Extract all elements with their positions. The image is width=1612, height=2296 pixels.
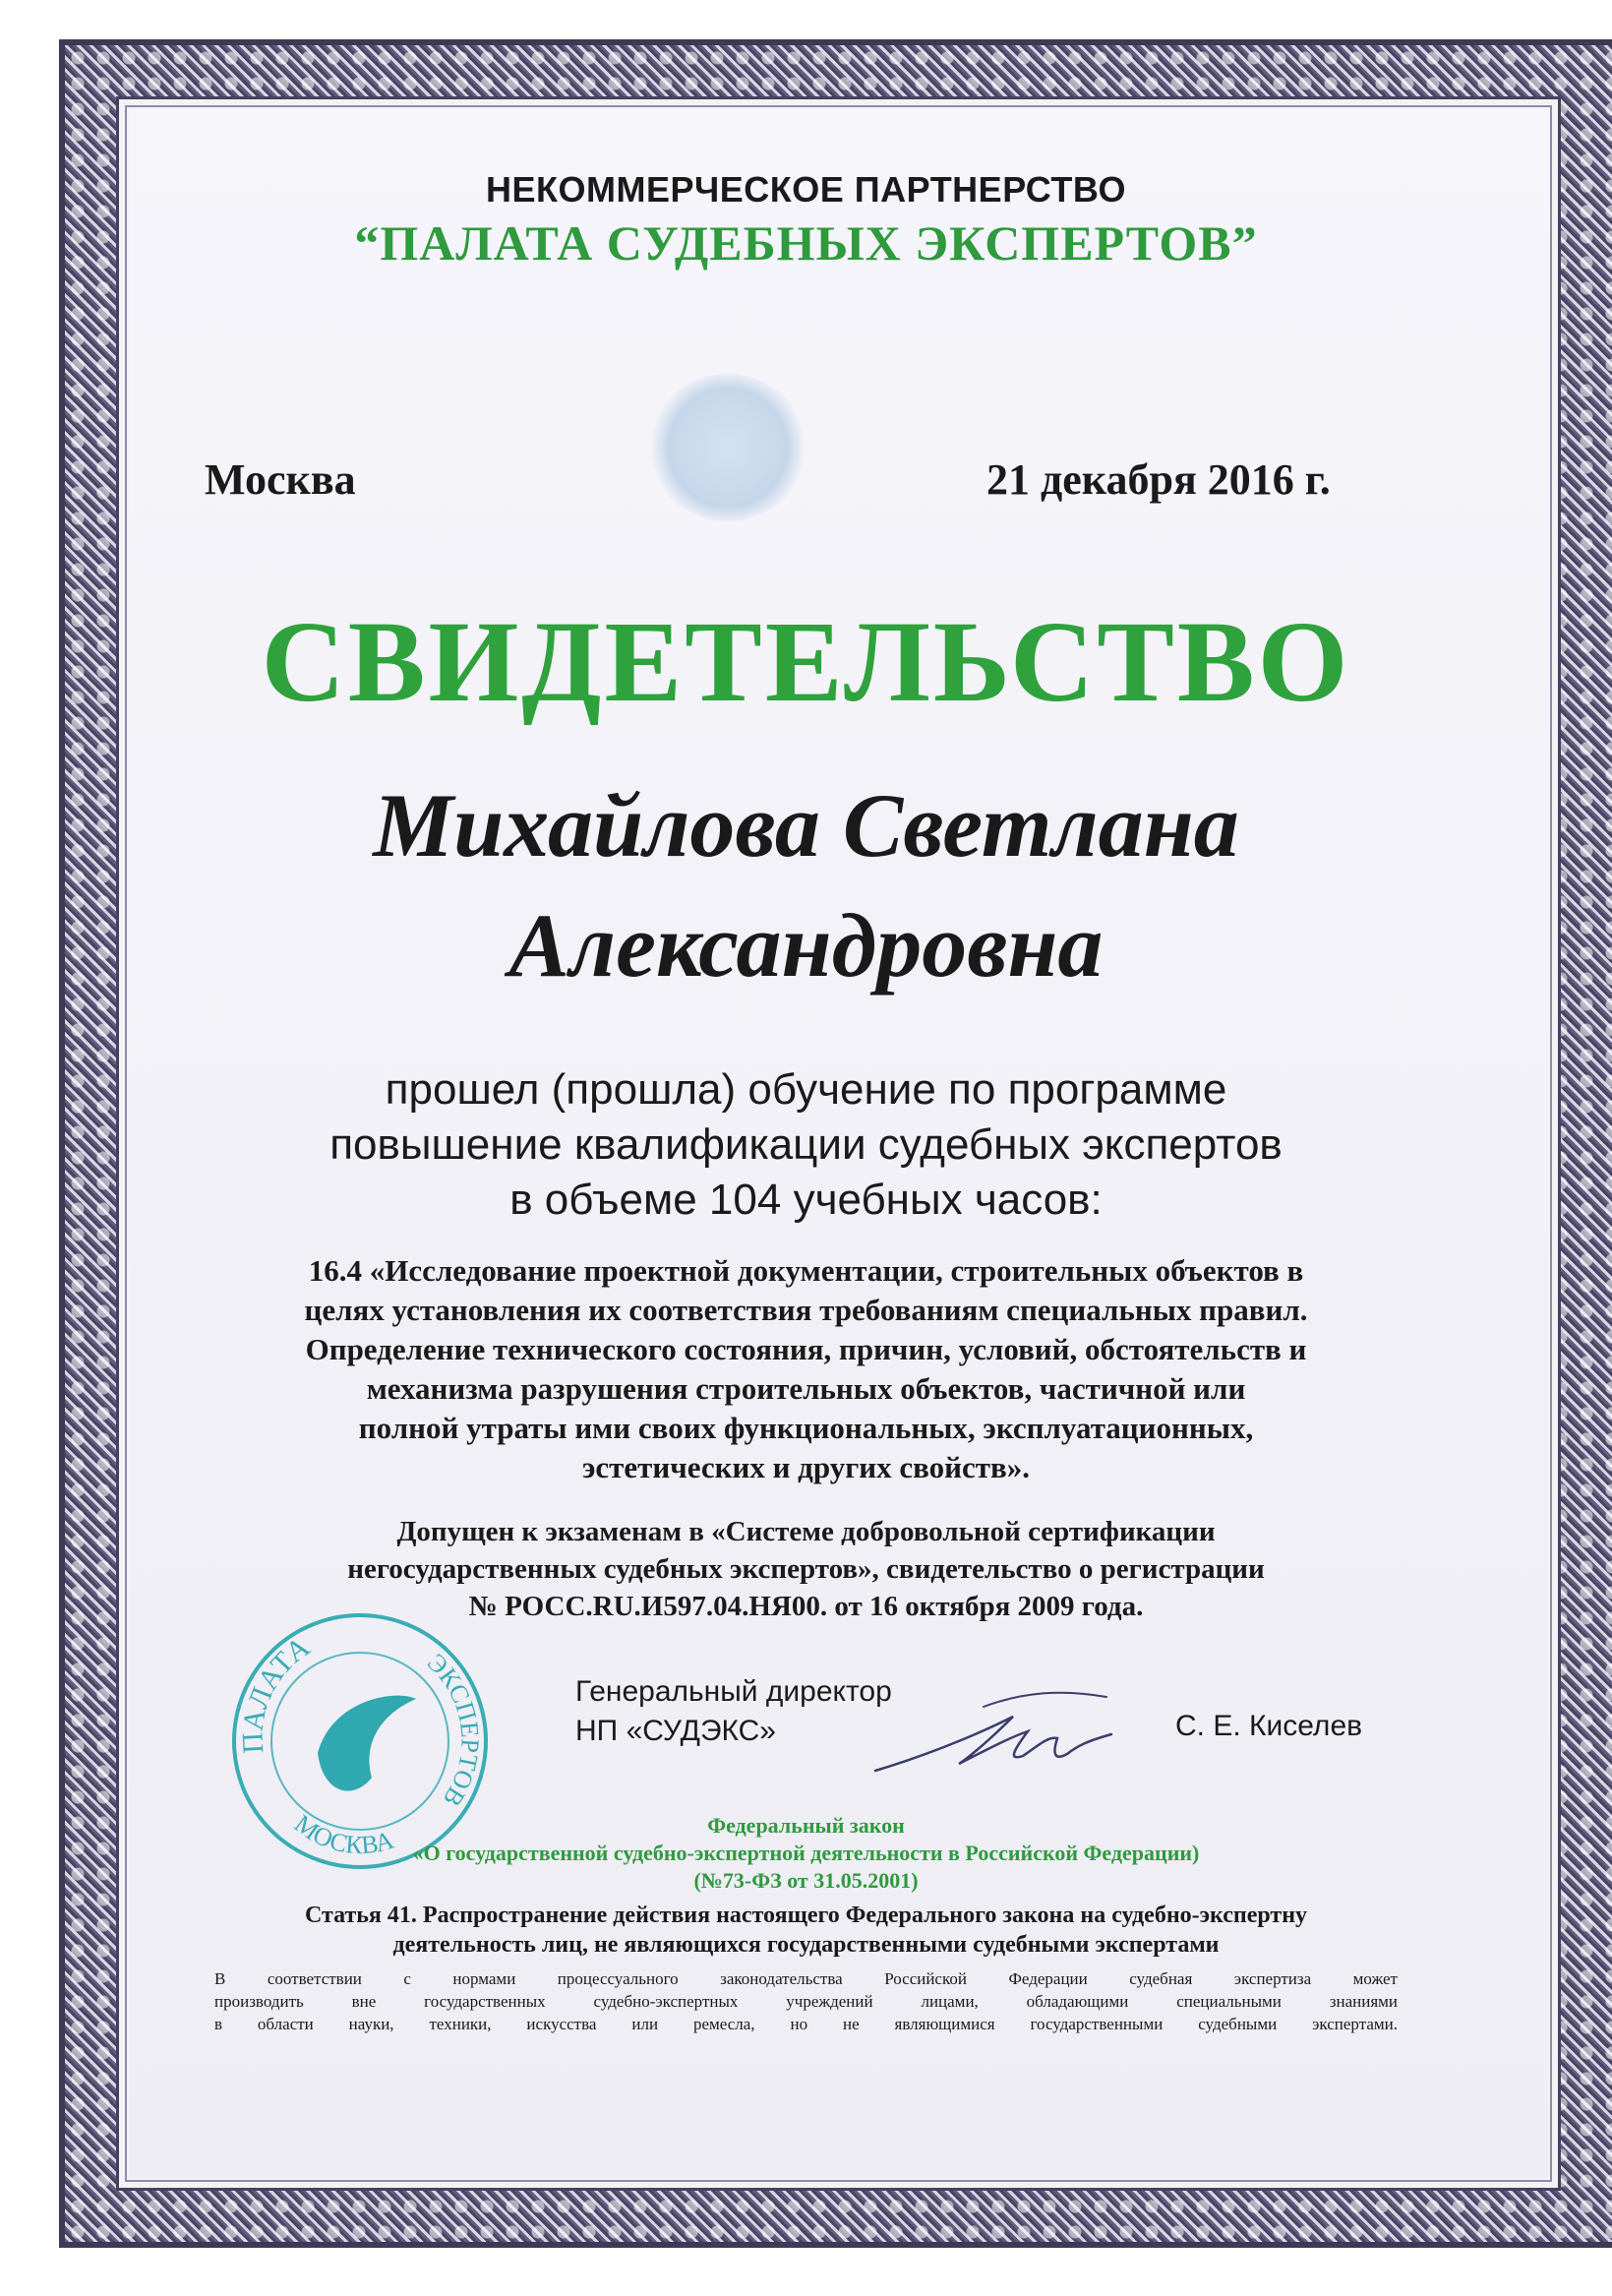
- organization-type: НЕКОММЕРЧЕСКОЕ ПАРТНЕРСТВО: [486, 169, 1126, 210]
- svg-text:ПАЛАТА: [236, 1630, 316, 1754]
- article-line: Статья 41. Распространение действия настоящего Федерального закона на судебно-экспертну: [304, 1903, 1308, 1928]
- law-name: «О государственной судебно-экспертной деятельности в Российской Федерации): [412, 1841, 1200, 1865]
- program-line: 16.4 «Исследование проектной документации, строительных объектов в: [308, 1253, 1304, 1288]
- article-body-line: производить вне государственных судебно-экспертных учреждений лицами, обладающими специальными знаниями: [214, 1992, 1398, 2011]
- director-position: Генеральный директор: [575, 1675, 892, 1708]
- signer-name: С. Е. Киселев: [1175, 1710, 1363, 1742]
- recipient-name-line1: Михайлова Светлана: [373, 775, 1239, 876]
- completion-line: повышение квалификации судебных экспертов: [329, 1120, 1283, 1169]
- seal-text-bottom: МОСКВА: [289, 1809, 397, 1860]
- handwritten-signature: [866, 1677, 1121, 1785]
- recipient-name-line2: Александровна: [508, 895, 1104, 996]
- hologram-watermark: [649, 374, 806, 521]
- law-article-body: [214, 1967, 1398, 2035]
- issue-date: 21 декабря 2016 г.: [986, 455, 1331, 504]
- article-body-line: в области науки, техники, искусства или ремесла, но не являющимися государственными судебными экспертами.: [214, 2015, 1398, 2033]
- certificate-title: СВИДЕТЕЛЬСТВО: [261, 597, 1351, 726]
- seal-text-right: ЭКСПЕРТОВ: [421, 1648, 485, 1812]
- law-article: [177, 1901, 1435, 1960]
- issue-city: Москва: [205, 455, 356, 504]
- admission-line: негосударственных судебных экспертов», свидетельство о регистрации: [347, 1553, 1265, 1585]
- article-line: деятельность лиц, не являющихся государственными судебными экспертами: [392, 1932, 1220, 1958]
- director-organization: НП «СУДЭКС»: [575, 1715, 776, 1747]
- admission-line: № РОСС.RU.И597.04.НЯ00. от 16 октября 2009 года.: [468, 1591, 1144, 1622]
- completion-line: в объеме 104 учебных часов:: [509, 1176, 1103, 1224]
- director-title: [575, 1672, 892, 1751]
- program-line: Определение технического состояния, причин, условий, обстоятельств и: [305, 1332, 1307, 1366]
- seal-text-top: ПАЛАТА: [236, 1630, 317, 1755]
- completion-line: прошел (прошла) обучение по программе: [385, 1065, 1227, 1114]
- program-line: целях установления их соответствия требованиям специальных правил.: [304, 1293, 1308, 1327]
- program-line: эстетических и других свойств».: [581, 1450, 1031, 1484]
- organization-name: “ПАЛАТА СУДЕБНЫХ ЭКСПЕРТОВ”: [354, 215, 1258, 271]
- article-body-line: В соответствии с нормами процессуального законодательства Российской Федерации судебная экспертиза может: [214, 1969, 1398, 1988]
- completion-statement: [0, 1062, 1612, 1228]
- program-description: [177, 1251, 1435, 1487]
- program-line: полной утраты ими своих функциональных, эксплуатационных,: [358, 1411, 1254, 1445]
- law-number: (№73-ФЗ от 31.05.2001): [693, 1868, 919, 1893]
- law-title: Федеральный закон: [707, 1813, 905, 1838]
- seal-logo-icon: [318, 1696, 416, 1791]
- admission-line: Допущен к экзаменам в «Системе добровольной сертификации: [396, 1516, 1216, 1547]
- program-line: механизма разрушения строительных объектов, частичной или: [366, 1371, 1246, 1406]
